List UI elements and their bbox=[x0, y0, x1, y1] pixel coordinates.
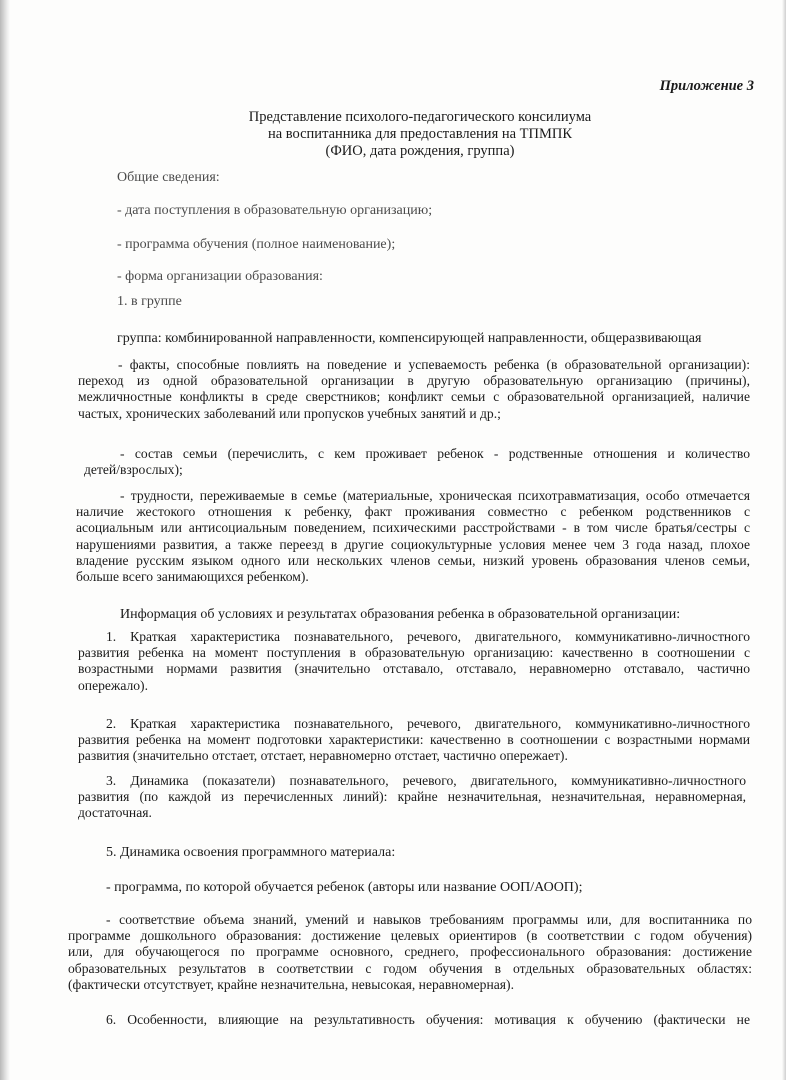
item2-line: 2. Краткая характеристика познавательного, речевого, двигательного, коммуникативно-личностного bbox=[106, 716, 750, 731]
compliance-line: (фактически отсутствует, крайне незначительна, невысокая, неравномерная). bbox=[68, 976, 514, 992]
form-line: - форма организации образования: bbox=[117, 269, 323, 284]
group-types-line: группа: комбинированной направленности, компенсирующей направленности, общеразвивающая bbox=[117, 331, 702, 346]
scan-right-edge bbox=[782, 0, 786, 1080]
item1-line: 1. Краткая характеристика познавательного, речевого, двигательного, коммуникативно-личностного bbox=[106, 629, 750, 644]
facts-line: частых, хронических заболеваний или пропусков учебных занятий и др.; bbox=[78, 405, 501, 421]
item5-heading: 5. Динамика освоения программного материала: bbox=[106, 845, 396, 860]
item3-line: достаточная. bbox=[78, 805, 152, 821]
item3-line: 3. Динамика (показатели) познавательного, речевого, двигательного, коммуникативно-личностного bbox=[106, 773, 746, 788]
item3-line: развития (по каждой из перечисленных линий): крайне незначительная, незначительная, неравномерная, bbox=[78, 789, 746, 805]
item1-line: развития ребенка на момент поступления в образовательную организацию: качественно в соотношении с bbox=[78, 645, 750, 661]
item1-line: опережало). bbox=[78, 677, 148, 693]
item2-paragraph bbox=[78, 716, 750, 765]
program-line: - программа обучения (полное наименование); bbox=[117, 237, 396, 252]
difficulties-line: - трудности, переживаемые в семье (материальные, хроническая психотравматизация, особо отмечается bbox=[120, 488, 750, 503]
facts-paragraph bbox=[78, 357, 750, 422]
in-group-line: 1. в группе bbox=[117, 294, 182, 309]
scan-left-edge bbox=[0, 0, 10, 1080]
general-heading: Общие сведения: bbox=[117, 170, 220, 185]
title-line: (ФИО, дата рождения, группа) bbox=[325, 143, 515, 159]
difficulties-paragraph bbox=[76, 488, 750, 585]
compliance-line: программе дошкольного образования: достижение целевых ориентиров (в соответствии с годом обучения) bbox=[68, 928, 752, 944]
title-line: на воспитанника для предоставления на ТПМПК bbox=[267, 126, 573, 142]
document-title bbox=[150, 109, 690, 160]
compliance-line: или, для обучающегося по программе основного, среднего, профессионального образования: достижение bbox=[68, 944, 752, 960]
facts-line: межличностные конфликты в среде сверстников; конфликт семьи с образовательной организацией, наличие bbox=[78, 389, 750, 405]
family-paragraph bbox=[84, 446, 750, 478]
conditions-heading: Информация об условиях и результатах образования ребенка в образовательной организации: bbox=[120, 607, 681, 622]
item2-line: развития (значительно отстает, отстает, неравномерно отстает, частично опережает). bbox=[78, 748, 568, 764]
title-line: Представление психолого-педагогического консилиума bbox=[248, 109, 592, 125]
difficulties-line: наличие жестокого отношения к ребенку, факт проживания совместно с ребенком родственников с bbox=[76, 504, 750, 520]
difficulties-line: асоциальным или антисоциальным поведением, психическими расстройствами - в том числе братья/сестры с bbox=[76, 520, 750, 536]
compliance-paragraph bbox=[68, 912, 752, 993]
item6-paragraph bbox=[78, 1012, 750, 1028]
item3-paragraph bbox=[78, 773, 746, 822]
family-line: детей/взрослых); bbox=[84, 462, 183, 478]
difficulties-line: больше всего занимающихся ребенком). bbox=[76, 569, 309, 585]
admission-line: - дата поступления в образовательную организацию; bbox=[117, 203, 433, 218]
facts-line: - факты, способные повлиять на поведение и успеваемость ребенка (в образовательной организации): bbox=[118, 357, 750, 372]
item2-line: развития ребенка на момент подготовки характеристики: качественно в соотношении с возрастными нормами bbox=[78, 732, 750, 748]
facts-line: переход из одной образовательной организации в другую образовательную организацию (причины), bbox=[78, 373, 750, 389]
item1-paragraph bbox=[78, 629, 750, 694]
item1-line: возрастными нормами развития (значительно отставало, отставало, неравномерно отставало, частично bbox=[78, 661, 750, 677]
item6-line: 6. Особенности, влияющие на результативность обучения: мотивация к обучению (фактически не bbox=[106, 1012, 750, 1027]
difficulties-line: нарушениями развития, а также переезд в другие социокультурные условия менее чем 3 года назад, плохое bbox=[76, 536, 750, 552]
family-line: - состав семьи (перечислить, с кем проживает ребенок - родственные отношения и количество bbox=[120, 446, 750, 461]
difficulties-line: владение русским языком одного или нескольких членов семьи, низкий уровень образования членов семьи, bbox=[76, 552, 750, 568]
compliance-line: - соответствие объема знаний, умений и навыков требованиям программы или, для воспитанника по bbox=[106, 912, 752, 927]
compliance-line: образовательных результатов в соответствии с годом обучения в отдельных образовательных областях: bbox=[68, 960, 752, 976]
program-name-line: - программа, по которой обучается ребенок (авторы или название ООП/АООП); bbox=[106, 880, 583, 895]
annex-label: Приложение 3 bbox=[659, 78, 754, 94]
